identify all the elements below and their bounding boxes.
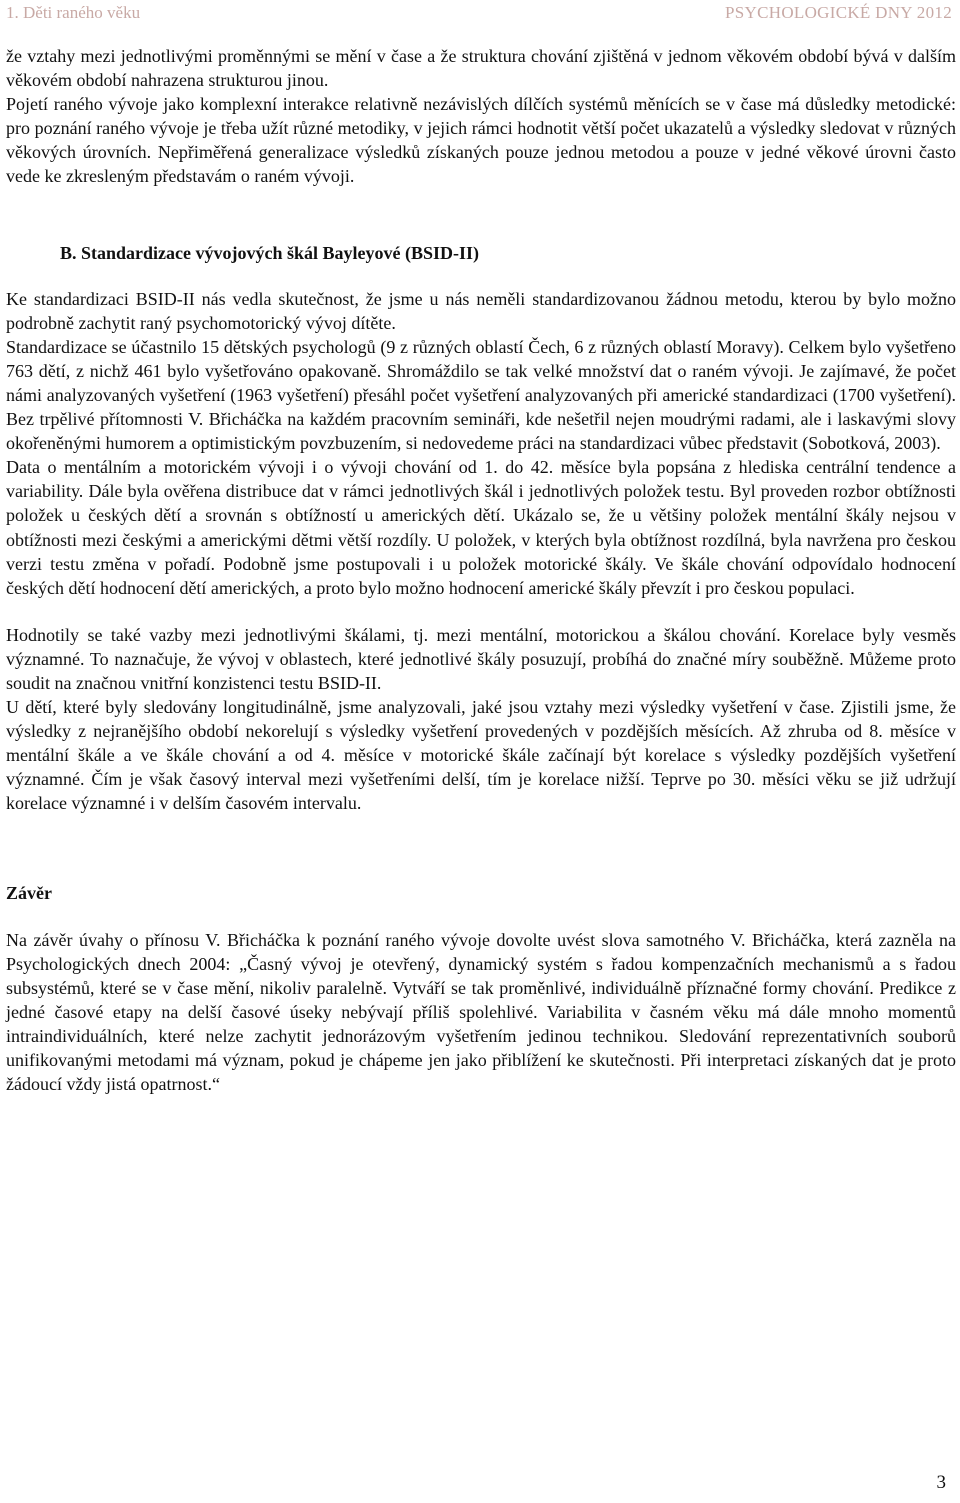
header-conference-title: PSYCHOLOGICKÉ DNY 2012	[725, 3, 952, 22]
paragraph-conclusion: Na závěr úvahy o přínosu V. Břicháčka k poznání raného vývoje dovolte uvést slova samotného V. Břicháčka, která zazněla na Psychologických dnech 2004: „Časný vývoj je otevřený, dynamický systém s řadou kompenzačních mechanismů a s řadou subsystémů, které se v čase mění, nikoliv paralelně. Vytváří se tak proměnlivé, individuálně příznačné formy chování. Predikce z jedné časové etapy na delší časové úseky nebývají příliš spolehlivé. Variabilita v časném věku má dále mnoho momentů intraindividuálních, které nelze zachytit jednorázovým vyšetřením jedinou technikou. Sledování reprezentativních souborů unifikovanými metodami má význam, pokud je chápeme jen jako přiblížení ke skutečnosti. Při interpretaci získaných dat je proto žádoucí vždy jistá opatrnost.“	[6, 929, 956, 1095]
paragraph-longitudinal-results: U dětí, které byly sledovány longitudinálně, jsme analyzovali, jaké jsou vztahy mezi výsledky vyšetření v čase. Zjistili jsme, že výsledky z nejranějšího období nekorelují s výsledky vyšetření provedených v pozdějších měsících. Až zhruba od 8. měsíce v mentální škále a ve škále chování a od 4. měsíce v motorické škále začínají být korelace s výsledky pozdějších vyšetření významné. Čím je však časový interval mezi vyšetřeními delší, tím je korelace nižší. Teprve po 30. měsíci věku se již udržují korelace významné i v delším časovém intervalu.	[6, 697, 956, 814]
header-chapter-title: 1. Děti raného věku	[6, 3, 141, 22]
running-header	[6, 0, 954, 26]
paragraph-standardization-motivation: Ke standardizaci BSID-II nás vedla skutečnost, že jsme u nás neměli standardizovanou žádnou metodu, kterou by bylo možno podrobně zachytit raný psychomotorický vývoj dítěte.	[6, 288, 956, 333]
paragraph-standardization-participants: Standardizace se účastnilo 15 dětských psychologů (9 z různých oblastí Čech, 6 z různých oblastí Moravy). Celkem bylo vyšetřeno 763 dětí, z nichž 461 bylo vyšetřováno opakovaně. Shromáždilo se tak velké množství dat o raném vývoji. Je zajímavé, že počet námi analyzovaných vyšetření (1963 vyšetření) přesáhl počet vyšetření analyzovaných při americké standardizaci (1700 vyšetření). Bez trpělivé přítomnosti V. Břicháčka na každém pracovním semináři, kde nešetřil nejen moudrými radami, ale i laskavými slovy okořeněnými humorem a optimistickým povzbuzením, si nedovedeme práci na standardizaci vůbec představit (Sobotková, 2003).	[6, 336, 956, 454]
paragraph-data-analysis: Data o mentálním a motorickém vývoji i o vývoji chování od 1. do 42. měsíce byla popsána z hlediska centrální tendence a variability. Dále byla ověřena distribuce dat v rámci jednotlivých škál i jednotlivých položek testu. Byl proveden rozbor obtížnosti položek u českých dětí a srovnán s obtížností u amerických dětí. Ukázalo se, že u většiny položek mentální škály nejsou v obtížnosti mezi českými a americkými dětmi větší rozdíly. U položek, v kterých byla obtížnost rozdílná, byla navržena pro českou verzi testu změna v pořadí. Podobně jsme postupovali i u položek motorické škály. Ve škále chování odpovídalo hodnocení českých dětí hodnocení dětí amerických, a proto bylo možno hodnocení americké škály převzít i pro českou populaci.	[6, 457, 956, 598]
page-body	[6, 44, 956, 1096]
paragraph-intro-continuation: že vztahy mezi jednotlivými proměnnými se mění v čase a že struktura chování zjištěná v jednom věkovém období bývá v dalším věkovém období nahrazena strukturou jinou.	[6, 46, 956, 91]
page-number: 3	[936, 1472, 946, 1493]
conclusion-heading: Závěr	[6, 882, 52, 903]
section-b-heading: B. Standardizace vývojových škál Bayleyové (BSID-II)	[60, 242, 480, 263]
paragraph-scale-correlations: Hodnotily se také vazby mezi jednotlivými škálami, tj. mezi mentální, motorickou a škálou chování. Korelace byly vesměs významné. To naznačuje, že vývoj v oblastech, které jednotlivé škály posuzují, probíhá do značné míry souběžně. Můžeme proto soudit na značnou vnitřní konzistenci testu BSID-II.	[6, 624, 956, 693]
paragraph-early-development: Pojetí raného vývoje jako komplexní interakce relativně nezávislých dílčích systémů měnících se v čase má důsledky metodické: pro poznání raného vývoje je třeba užít různé metodiky, v jejich rámci hodnotit větší počet ukazatelů a výsledky sledovat v různých věkových úrovních. Nepřiměřená generalizace výsledků získaných pouze jednou metodou a pouze v jedné věkové úrovni často vede ke zkresleným představám o raném vývoji.	[6, 94, 956, 187]
